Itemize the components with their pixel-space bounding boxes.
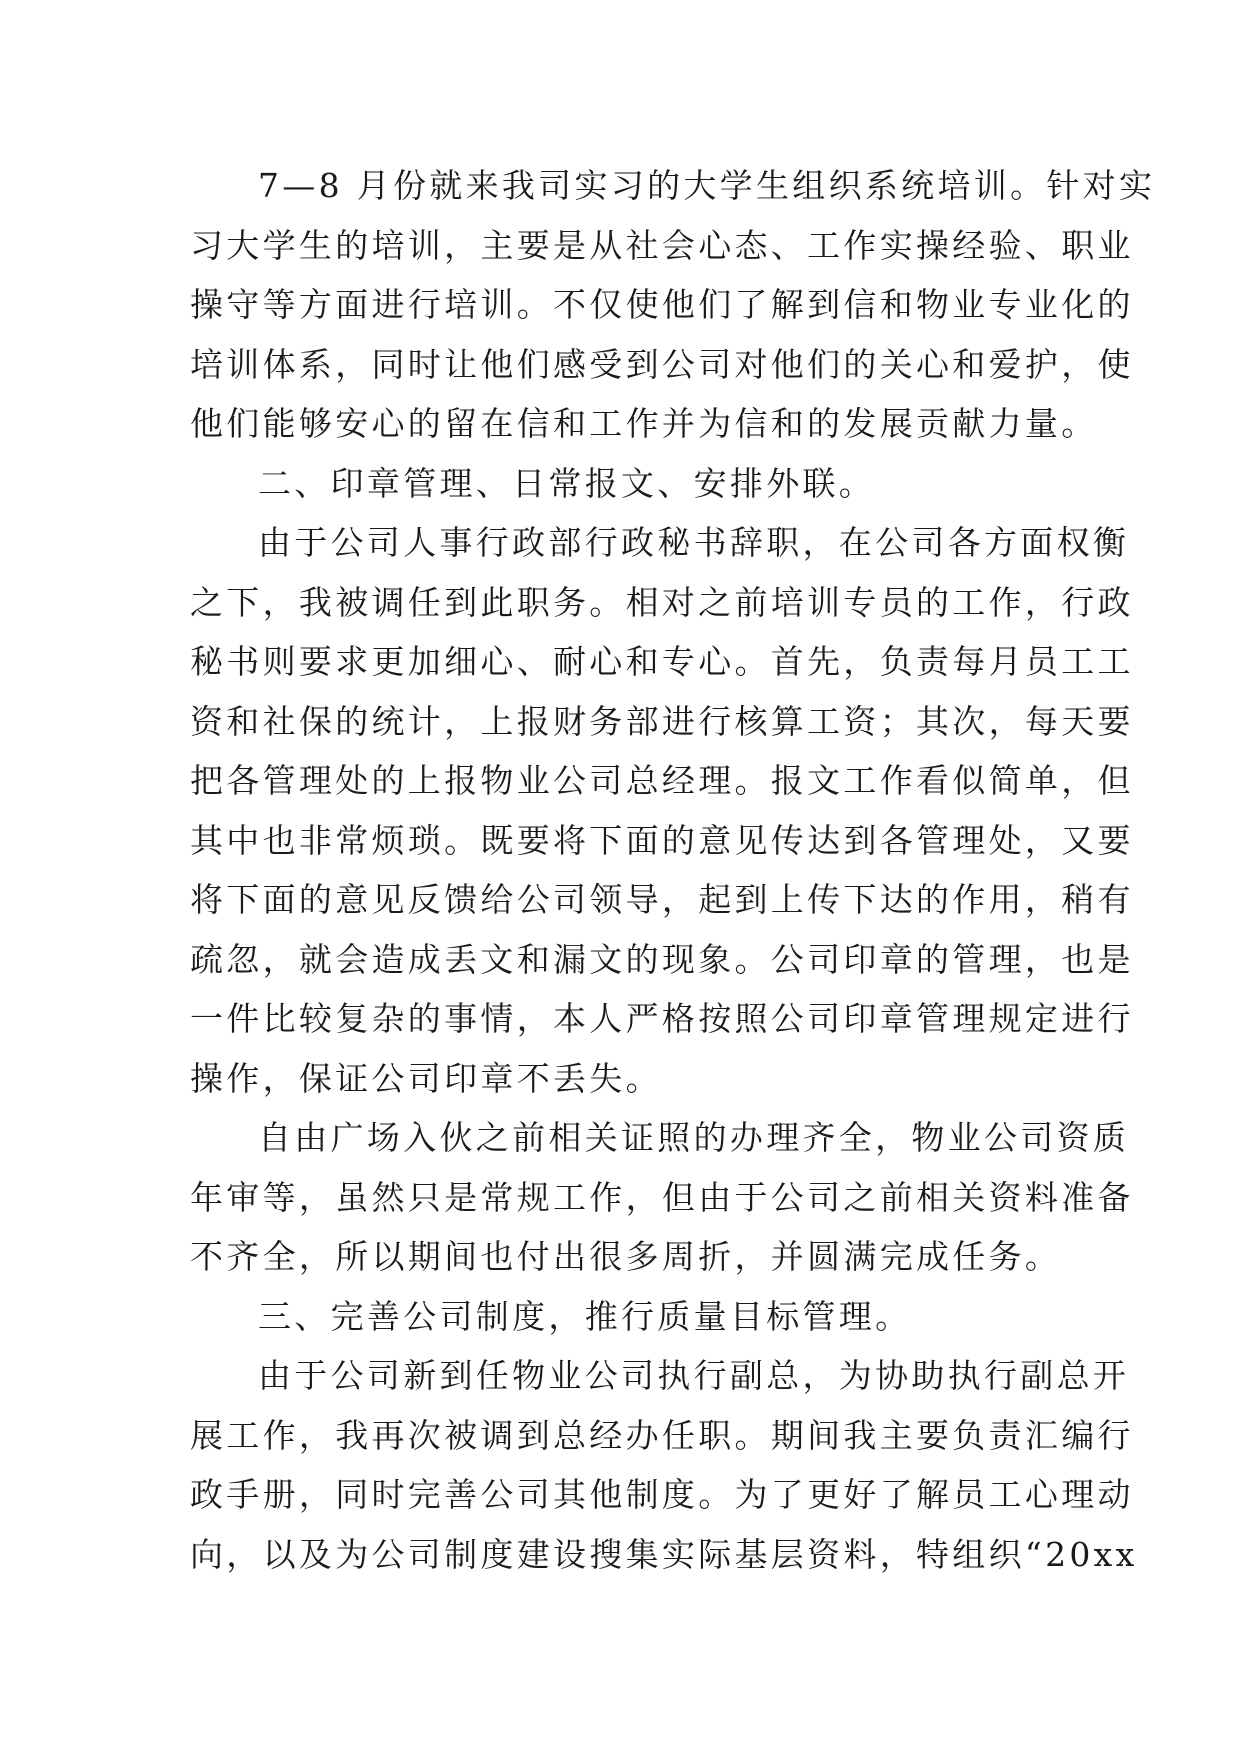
text-line: 习大学生的培训，主要是从社会心态、工作实操经验、职业 (190, 225, 1134, 265)
text-line: 一件比较复杂的事情，本人严格按照公司印章管理规定进行 (190, 999, 1134, 1038)
text-line: 政手册，同时完善公司其他制度。为了更好了解员工心理动 (190, 1475, 1134, 1514)
text-line: 由于公司人事行政部行政秘书辞职，在公司各方面权衡 (258, 523, 1130, 562)
body-text (190, 156, 1156, 1584)
text-line: 操守等方面进行培训。不仅使他们了解到信和物业专业化的 (190, 285, 1134, 324)
section-heading: 三、完善公司制度，推行质量目标管理。 (258, 1296, 912, 1336)
text-line: 不齐全，所以期间也付出很多周折，并圆满完成任务。 (190, 1237, 1062, 1276)
text-line: 之下，我被调任到此职务。相对之前培训专员的工作，行政 (190, 582, 1134, 622)
text-line: 疏忽，就会造成丢文和漏文的现象。公司印章的管理，也是 (190, 939, 1134, 979)
text-line: 操作，保证公司印章不丢失。 (190, 1058, 662, 1098)
text-line: 培训体系，同时让他们感受到公司对他们的关心和爱护，使 (190, 344, 1134, 384)
section-heading: 二、印章管理、日常报文、安排外联。 (258, 463, 876, 503)
text-line: 由于公司新到任物业公司执行副总，为协助执行副总开 (258, 1356, 1130, 1395)
text-line: 秘书则要求更加细心、耐心和专心。首先，负责每月员工工 (190, 642, 1134, 681)
text-line: 他们能够安心的留在信和工作并为信和的发展贡献力量。 (190, 404, 1098, 443)
text-line: 年审等，虽然只是常规工作，但由于公司之前相关资料准备 (190, 1177, 1134, 1217)
text-line: 展工作，我再次被调到总经办任职。期间我主要负责汇编行 (190, 1415, 1134, 1455)
text-line: 自由广场入伙之前相关证照的办理齐全，物业公司资质 (258, 1118, 1130, 1157)
text-line: 把各管理处的上报物业公司总经理。报文工作看似简单，但 (190, 761, 1134, 800)
text-line: 资和社保的统计，上报财务部进行核算工资；其次，每天要 (190, 701, 1134, 741)
text-line: 其中也非常烦琐。既要将下面的意见传达到各管理处，又要 (190, 820, 1134, 860)
text-line: 向，以及为公司制度建设搜集实际基层资料，特组织“20xx (190, 1534, 1138, 1574)
text-line: 将下面的意见反馈给公司领导，起到上传下达的作用，稍有 (190, 880, 1134, 919)
text-line: 7—8 月份就来我司实习的大学生组织系统培训。针对实 (258, 166, 1156, 205)
